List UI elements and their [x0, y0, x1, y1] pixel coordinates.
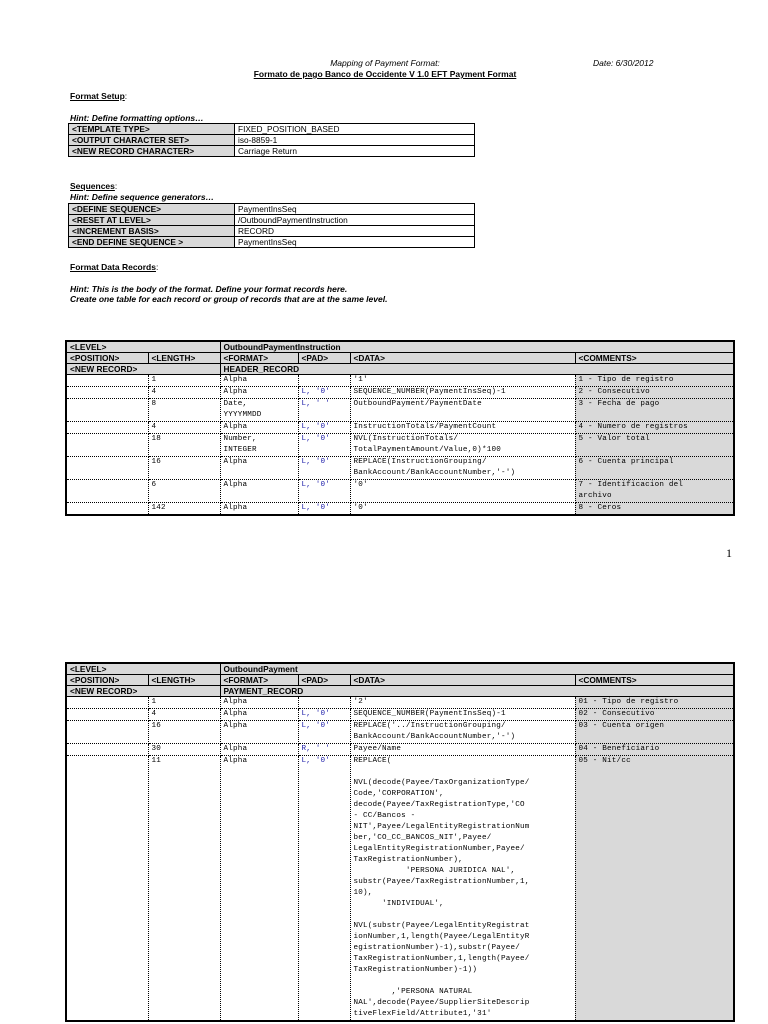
data-header: <DATA>	[350, 353, 575, 364]
level-row	[66, 341, 734, 353]
new-record-label: <NEW RECORD>	[66, 364, 220, 375]
pad-cell: L, '0'	[298, 434, 350, 457]
level-label: <LEVEL>	[66, 663, 220, 675]
pad-cell: L, ' '	[298, 399, 350, 422]
comment-cell: 8 - Ceros	[575, 503, 734, 516]
setup-value: FIXED_POSITION_BASED	[235, 124, 475, 135]
length-cell: 1	[148, 697, 220, 709]
table-row	[66, 756, 734, 1022]
length-cell: 4	[148, 709, 220, 721]
setup-key: <OUTPUT CHARACTER SET>	[69, 135, 235, 146]
pad-cell	[298, 697, 350, 709]
table-row	[66, 503, 734, 516]
pad-header: <PAD>	[298, 675, 350, 686]
comment-cell: 3 - Fecha de pago	[575, 399, 734, 422]
pad-cell: L, '0'	[298, 756, 350, 1022]
position-cell	[66, 480, 148, 503]
length-cell: 6	[148, 480, 220, 503]
comment-cell: 4 - Numero de registros	[575, 422, 734, 434]
pad-cell: L, '0'	[298, 709, 350, 721]
column-header-row	[66, 675, 734, 686]
pad-header: <PAD>	[298, 353, 350, 364]
length-cell: 8	[148, 399, 220, 422]
length-cell: 16	[148, 457, 220, 480]
sequence-value: /OutboundPaymentInstruction	[235, 215, 475, 226]
pad-cell: L, '0'	[298, 387, 350, 399]
pad-cell: L, '0'	[298, 503, 350, 516]
format-name: Formato de pago Banco de Occidente V 1.0 EFT Payment Format	[253, 69, 517, 79]
sequence-key: <DEFINE SEQUENCE>	[69, 204, 235, 215]
format-cell: Alpha	[220, 480, 298, 503]
data-cell: '0'	[350, 480, 575, 503]
length-cell: 18	[148, 434, 220, 457]
format-cell: Alpha	[220, 387, 298, 399]
sequence-value: PaymentInsSeq	[235, 204, 475, 215]
table-row	[66, 387, 734, 399]
position-cell	[66, 503, 148, 516]
format-setup-hint: Hint: Define formatting options…	[70, 113, 204, 123]
length-header: <LENGTH>	[148, 353, 220, 364]
format-setup-table	[68, 123, 475, 157]
data-cell: REPLACE('../InstructionGrouping/ BankAccount/BankAccountNumber,'-')	[350, 721, 575, 744]
comment-cell: 6 - Cuenta principal	[575, 457, 734, 480]
data-records-heading: Format Data Records:	[70, 262, 159, 272]
comment-cell: 5 - Valor total	[575, 434, 734, 457]
table-row	[66, 480, 734, 503]
format-cell: Alpha	[220, 457, 298, 480]
sequence-row	[69, 204, 475, 215]
data-header: <DATA>	[350, 675, 575, 686]
comment-cell: 2 - Consecutivo	[575, 387, 734, 399]
format-cell: Alpha	[220, 503, 298, 516]
data-cell: REPLACE(InstructionGrouping/ BankAccount/BankAccountNumber,'-')	[350, 457, 575, 480]
data-cell: REPLACE( NVL(decode(Payee/TaxOrganizationType/ Code,'CORPORATION', decode(Payee/TaxRegistrationType,'CO - CC/Bancos - NIT',Payee/LegalEntityRegistrationNum ber,'CO_CC_BANCOS_NIT',Payee/ LegalEntityRegistrationNumber,Payee/ TaxRegistrationNumber), 'PERSONA JURIDICA NAL', substr(Payee/TaxRegistrationNumber,1, 10), 'INDIVIDUAL', NVL(substr(Payee/LegalEntityRegistrat ionNumber,1,length(Payee/LegalEntityR egistrationNumber)-1),substr(Payee/ TaxRegistrationNumber,1,length(Payee/ TaxRegistrationNumber)-1)) ,'PERSONA NATURAL NAL',decode(Payee/SupplierSiteDescrip tiveFlexField/Attribute1,'31'	[350, 756, 575, 1022]
table-row	[66, 399, 734, 422]
comment-cell: 04 - Beneficiario	[575, 744, 734, 756]
sequences-hint: Hint: Define sequence generators…	[70, 192, 215, 202]
payment-record-rows	[66, 697, 734, 1022]
table-row	[66, 744, 734, 756]
format-cell: Alpha	[220, 709, 298, 721]
data-cell: InstructionTotals/PaymentCount	[350, 422, 575, 434]
payment-record-table	[65, 662, 735, 1022]
level-label: <LEVEL>	[66, 341, 220, 353]
position-header: <POSITION>	[66, 675, 148, 686]
sequences-table	[68, 203, 475, 248]
comment-cell: 02 - Consecutivo	[575, 709, 734, 721]
format-cell: Alpha	[220, 744, 298, 756]
pad-cell: L, '0'	[298, 457, 350, 480]
position-cell	[66, 422, 148, 434]
table-row	[66, 375, 734, 387]
mapping-title: Mapping of Payment Format:	[330, 58, 440, 68]
table-row	[66, 422, 734, 434]
format-cell: Alpha	[220, 375, 298, 387]
data-cell: OutboundPayment/PaymentDate	[350, 399, 575, 422]
data-cell: '1'	[350, 375, 575, 387]
position-cell	[66, 721, 148, 744]
new-record-value: PAYMENT_RECORD	[220, 686, 734, 697]
data-cell: SEQUENCE_NUMBER(PaymentInsSeq)-1	[350, 709, 575, 721]
sequence-row	[69, 215, 475, 226]
position-cell	[66, 709, 148, 721]
position-cell	[66, 744, 148, 756]
setup-key: <TEMPLATE TYPE>	[69, 124, 235, 135]
length-header: <LENGTH>	[148, 675, 220, 686]
position-cell	[66, 697, 148, 709]
column-header-row	[66, 353, 734, 364]
pad-cell: L, '0'	[298, 480, 350, 503]
position-cell	[66, 375, 148, 387]
format-setup-row	[69, 124, 475, 135]
data-cell: NVL(InstructionTotals/ TotalPaymentAmount/Value,0)*100	[350, 434, 575, 457]
format-cell: Alpha	[220, 756, 298, 1022]
pad-cell: R, ' '	[298, 744, 350, 756]
length-cell: 30	[148, 744, 220, 756]
position-cell	[66, 387, 148, 399]
comments-header: <COMMENTS>	[575, 353, 734, 364]
sequence-row	[69, 237, 475, 248]
position-cell	[66, 457, 148, 480]
sequence-key: <END DEFINE SEQUENCE >	[69, 237, 235, 248]
position-cell	[66, 399, 148, 422]
setup-key: <NEW RECORD CHARACTER>	[69, 146, 235, 157]
format-cell: Date, YYYYMMDD	[220, 399, 298, 422]
sequence-key: <INCREMENT BASIS>	[69, 226, 235, 237]
format-header: <FORMAT>	[220, 353, 298, 364]
format-setup-heading: Format Setup:	[70, 91, 128, 101]
length-cell: 16	[148, 721, 220, 744]
position-header: <POSITION>	[66, 353, 148, 364]
table-row	[66, 697, 734, 709]
new-record-row	[66, 364, 734, 375]
length-cell: 11	[148, 756, 220, 1022]
length-cell: 1	[148, 375, 220, 387]
data-records-hint-1: Hint: This is the body of the format. Define your format records here.	[70, 284, 348, 294]
comment-cell: 01 - Tipo de registro	[575, 697, 734, 709]
data-records-hint-2: Create one table for each record or group of records that are at the same level.	[70, 294, 388, 304]
position-cell	[66, 434, 148, 457]
format-cell: Number, INTEGER	[220, 434, 298, 457]
format-cell: Alpha	[220, 422, 298, 434]
pad-cell: L, '0'	[298, 721, 350, 744]
format-setup-row	[69, 146, 475, 157]
document-date: Date: 6/30/2012	[593, 58, 654, 68]
length-cell: 4	[148, 387, 220, 399]
sequence-value: RECORD	[235, 226, 475, 237]
format-setup-row	[69, 135, 475, 146]
comment-cell: 7 - Identificacion del archivo	[575, 480, 734, 503]
header-record-table	[65, 340, 735, 516]
format-cell: Alpha	[220, 721, 298, 744]
format-cell: Alpha	[220, 697, 298, 709]
data-cell: '0'	[350, 503, 575, 516]
comments-header: <COMMENTS>	[575, 675, 734, 686]
header-record-rows	[66, 375, 734, 516]
pad-cell	[298, 375, 350, 387]
sequence-value: PaymentInsSeq	[235, 237, 475, 248]
setup-value: iso-8859-1	[235, 135, 475, 146]
comment-cell: 03 - Cuenta origen	[575, 721, 734, 744]
data-cell: SEQUENCE_NUMBER(PaymentInsSeq)-1	[350, 387, 575, 399]
new-record-label: <NEW RECORD>	[66, 686, 220, 697]
table-row	[66, 709, 734, 721]
sequences-heading: Sequences:	[70, 181, 118, 191]
comment-cell: 1 - Tipo de registro	[575, 375, 734, 387]
level-value: OutboundPaymentInstruction	[220, 341, 734, 353]
level-value: OutboundPayment	[220, 663, 734, 675]
table-row	[66, 434, 734, 457]
comment-cell: 05 - Nit/cc	[575, 756, 734, 1022]
level-row	[66, 663, 734, 675]
position-cell	[66, 756, 148, 1022]
format-header: <FORMAT>	[220, 675, 298, 686]
page-number: 1	[726, 546, 732, 560]
table-row	[66, 721, 734, 744]
new-record-value: HEADER_RECORD	[220, 364, 734, 375]
pad-cell: L, '0'	[298, 422, 350, 434]
setup-value: Carriage Return	[235, 146, 475, 157]
data-cell: '2'	[350, 697, 575, 709]
sequence-row	[69, 226, 475, 237]
new-record-row	[66, 686, 734, 697]
sequence-key: <RESET AT LEVEL>	[69, 215, 235, 226]
length-cell: 4	[148, 422, 220, 434]
data-cell: Payee/Name	[350, 744, 575, 756]
table-row	[66, 457, 734, 480]
length-cell: 142	[148, 503, 220, 516]
